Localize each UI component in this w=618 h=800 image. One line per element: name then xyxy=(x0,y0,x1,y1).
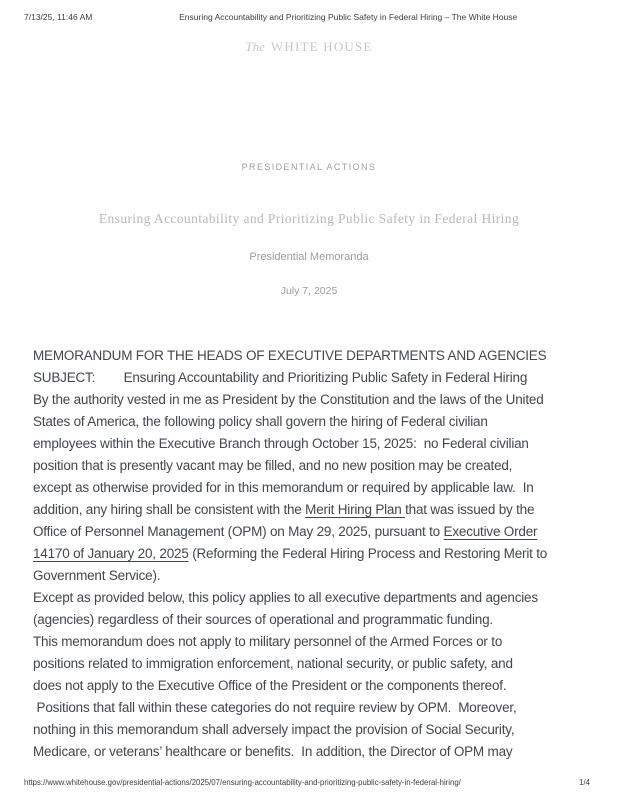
memo-line xyxy=(33,411,605,433)
memo-text: that was issued by the xyxy=(405,502,535,517)
memo-text: Government Service). xyxy=(33,568,161,583)
memo-text: Office of Personnel Management (OPM) on May 29, 2025, pursuant to xyxy=(33,524,444,539)
memo-line xyxy=(33,587,605,609)
memo-text: employees within the Executive Branch through October 15, 2025: no Federal civilian xyxy=(33,436,529,451)
white-house-logo xyxy=(0,39,618,55)
print-doc-title: Ensuring Accountability and Prioritizing Public Safety in Federal Hiring – The White House xyxy=(179,12,518,22)
inline-link[interactable]: Merit Hiring Plan xyxy=(305,502,406,517)
memo-line xyxy=(33,345,605,367)
memo-line xyxy=(33,653,605,675)
memo-line xyxy=(33,499,605,521)
memo-text: nothing in this memorandum shall adversely impact the provision of Social Security, xyxy=(33,722,515,737)
source-url: https://www.whitehouse.gov/presidential-actions/2025/07/ensuring-accountability-and-prioritizing-public-safety-in-federal-hiring/ xyxy=(24,778,461,787)
memo-line xyxy=(33,719,605,741)
memo-text: except as otherwise provided for in this memorandum or required by applicable law. In xyxy=(33,480,534,495)
memo-text: MEMORANDUM FOR THE HEADS OF EXECUTIVE DEPARTMENTS AND AGENCIES xyxy=(33,348,547,363)
inline-link[interactable]: 14170 of January 20, 2025 xyxy=(33,546,189,561)
category-label: Presidential Memoranda xyxy=(249,251,369,263)
logo-white-house-text: WHITE HOUSE xyxy=(270,39,373,54)
memo-text: By the authority vested in me as President by the Constitution and the laws of the United xyxy=(33,392,544,407)
print-footer xyxy=(24,778,590,787)
memo-line xyxy=(33,433,605,455)
memo-body xyxy=(33,345,605,763)
memo-text: Medicare, or veterans’ healthcare or benefits. In addition, the Director of OPM may xyxy=(33,744,513,759)
print-header xyxy=(24,12,594,22)
memo-text: Positions that fall within these categories do not require review by OPM. Moreover, xyxy=(33,700,517,715)
page-title: Ensuring Accountability and Prioritizing Public Safety in Federal Hiring xyxy=(98,211,520,227)
publication-date: July 7, 2025 xyxy=(280,285,338,297)
memo-line xyxy=(33,565,605,587)
memo-text: SUBJECT: Ensuring Accountability and Prioritizing Public Safety in Federal Hiring xyxy=(33,370,528,385)
memo-line xyxy=(33,455,605,477)
memo-text: This memorandum does not apply to military personnel of the Armed Forces or to xyxy=(33,634,503,649)
memo-line xyxy=(33,675,605,697)
memo-line xyxy=(33,367,605,389)
memo-text: (Reforming the Federal Hiring Process and Restoring Merit to xyxy=(188,546,548,561)
presidential-actions-eyebrow: PRESIDENTIAL ACTIONS xyxy=(241,162,377,172)
inline-link[interactable]: Executive Order xyxy=(443,524,538,539)
memo-line xyxy=(33,389,605,411)
memo-text: addition, any hiring shall be consistent with the xyxy=(33,502,306,517)
print-datetime: 7/13/25, 11:46 AM xyxy=(24,12,93,22)
memo-line xyxy=(33,697,605,719)
memo-line xyxy=(33,631,605,653)
memo-text: does not apply to the Executive Office of the President or the components thereof. xyxy=(33,678,507,693)
memo-text: positions related to immigration enforcement, national security, or public safety, and xyxy=(33,656,513,671)
memo-text: (agencies) regardless of their sources of operational and programmatic funding. xyxy=(33,612,493,627)
memo-line xyxy=(33,477,605,499)
memo-text: States of America, the following policy shall govern the hiring of Federal civilian xyxy=(33,414,488,429)
memo-line xyxy=(33,741,605,763)
memo-text: position that is presently vacant may be filled, and no new position may be created, xyxy=(33,458,513,473)
memo-line xyxy=(33,521,605,543)
memo-text: Except as provided below, this policy applies to all executive departments and agencies xyxy=(33,590,538,605)
page-indicator: 1/4 xyxy=(579,778,590,787)
memo-line xyxy=(33,543,605,565)
memo-line xyxy=(33,609,605,631)
logo-the-text: The xyxy=(245,39,265,54)
